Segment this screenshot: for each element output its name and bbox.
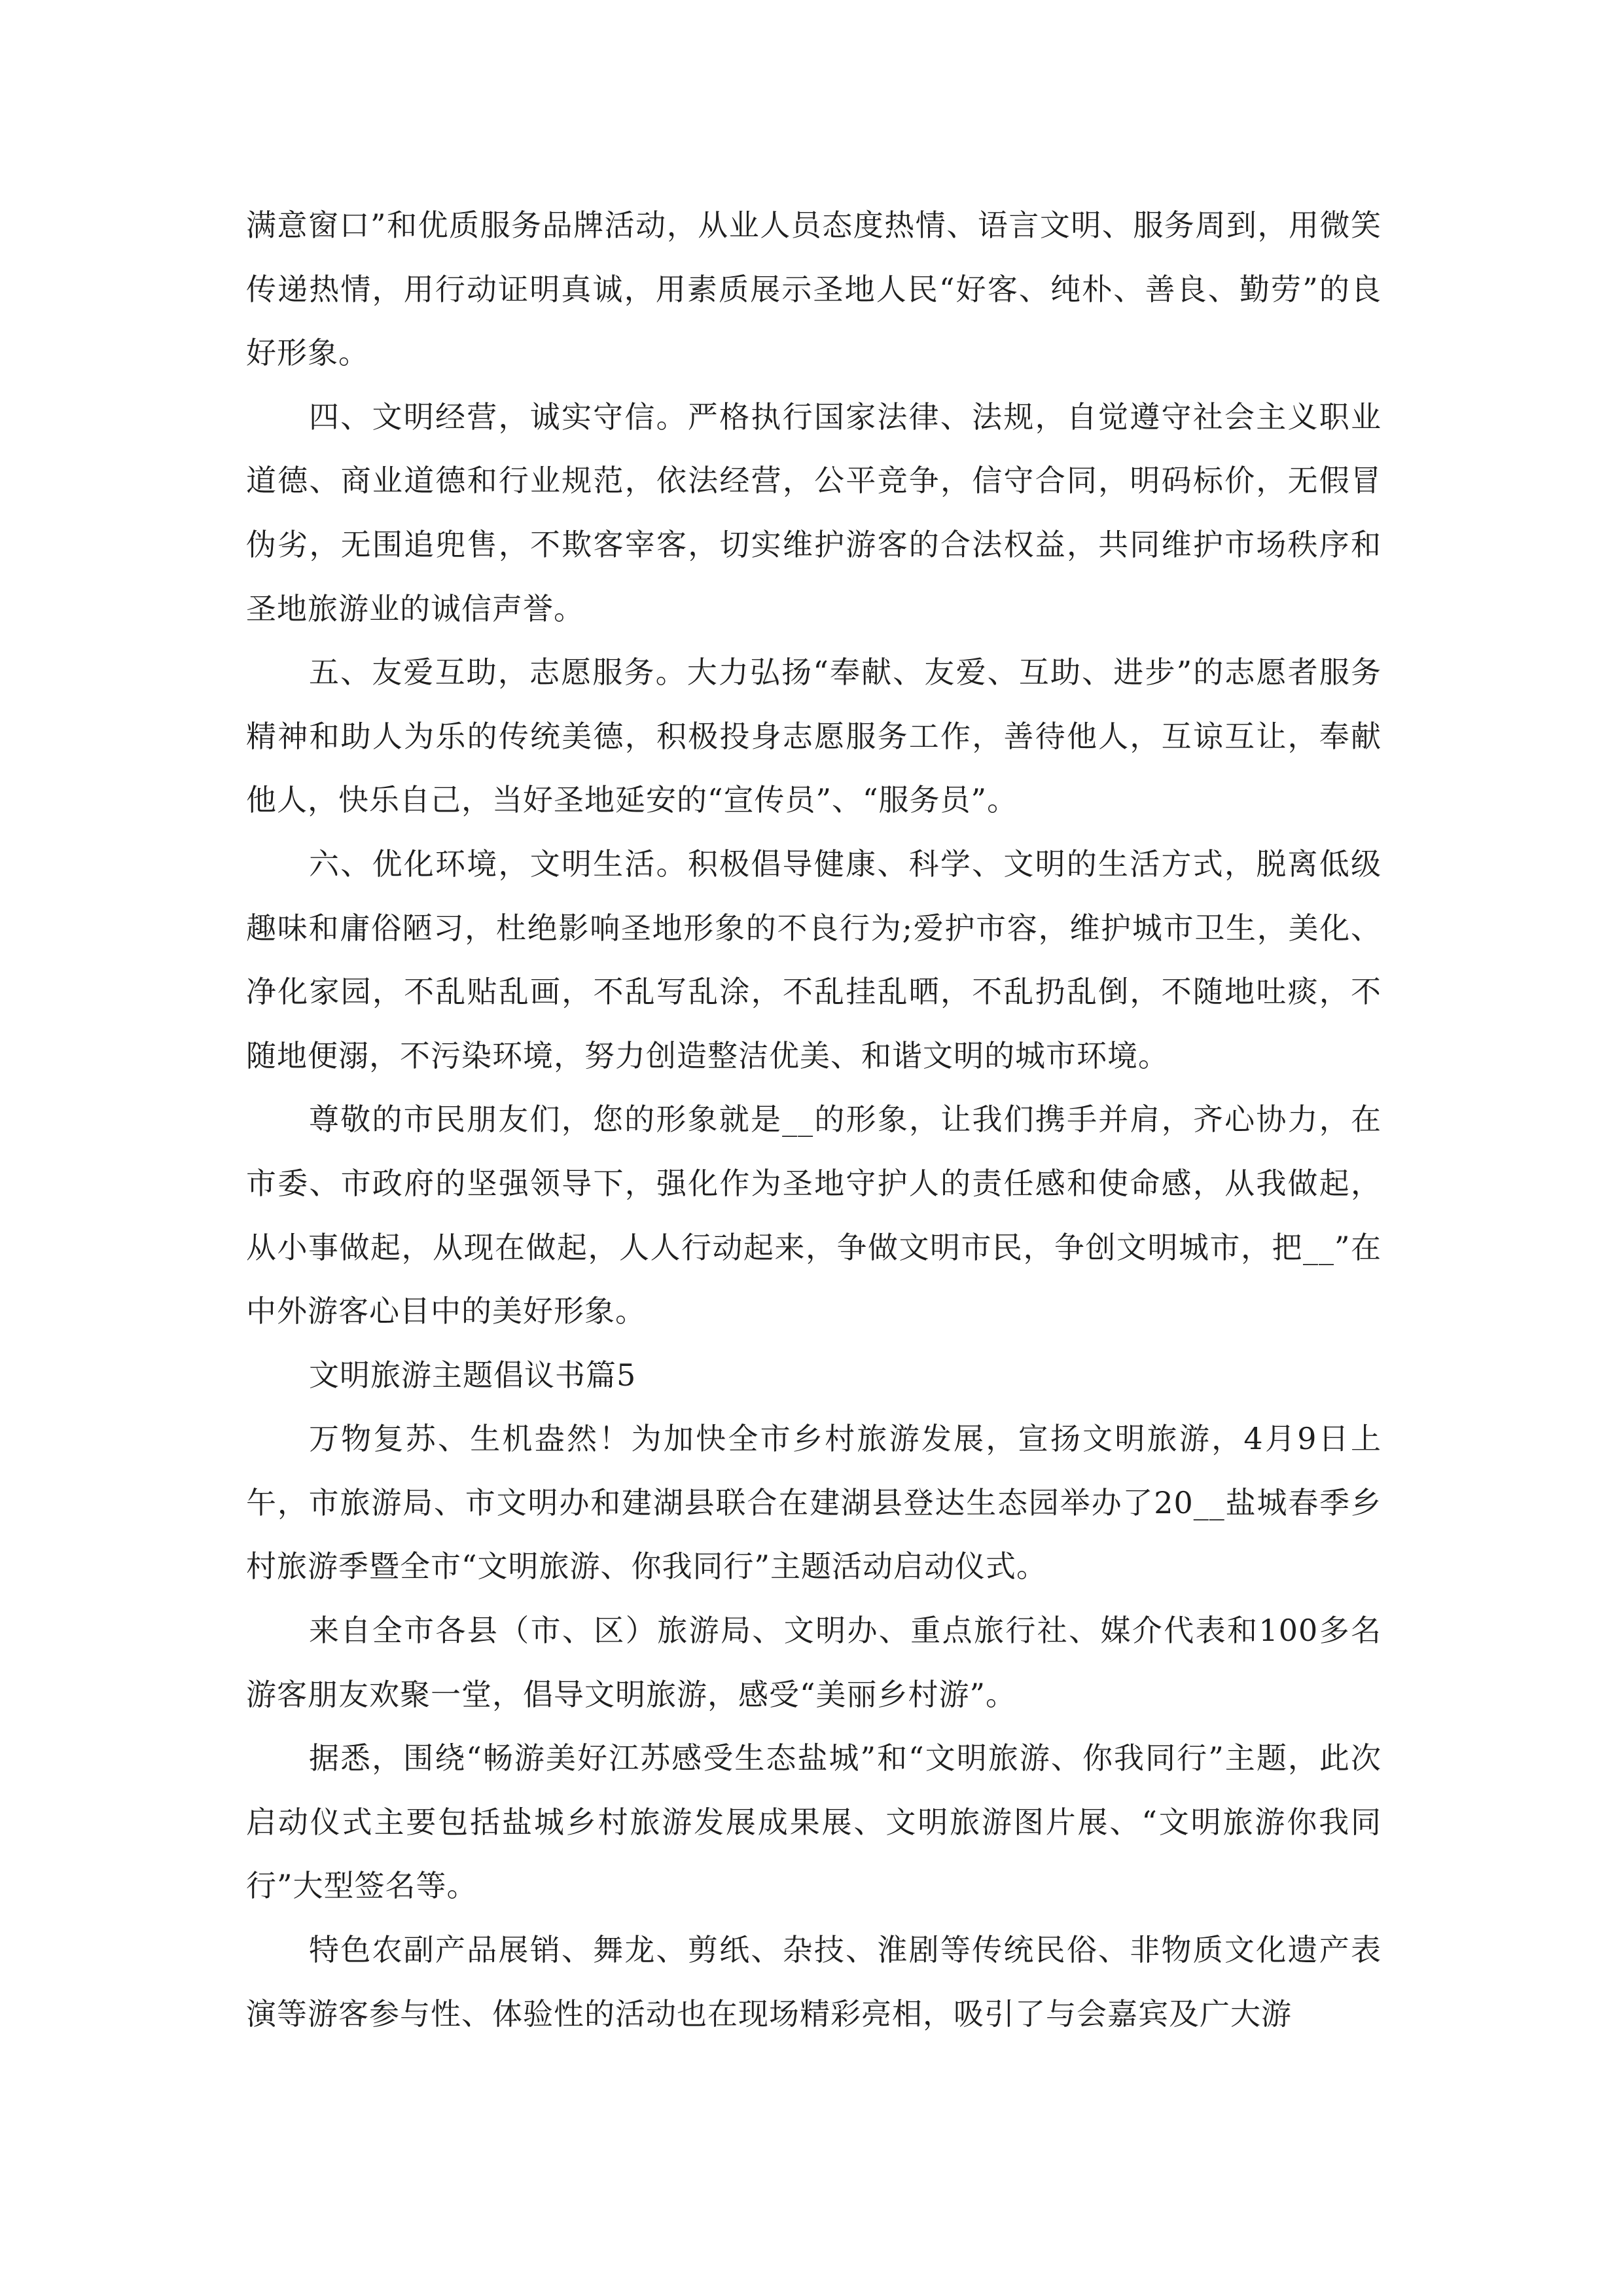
- section-heading: 文明旅游主题倡议书篇5: [309, 1357, 637, 1393]
- paragraph-activities: 特色农副产品展销、舞龙、剪纸、杂技、淮剧等传统民俗、非物质文化遗产表演等游客参与性、体验性的活动也在现场精彩亮相，吸引了与会嘉宾及广大游: [246, 1932, 1382, 2032]
- document-body: [246, 194, 1382, 2046]
- paragraph-item-four: 四、文明经营，诚实守信。严格执行国家法律、法规，自觉遵守社会主义职业道德、商业道德和行业规范，依法经营，公平竞争，信守合同，明码标价，无假冒伪劣，无围追兜售，不欺客宰客，切实维护游客的合法权益，共同维护市场秩序和圣地旅游业的诚信声誉。: [246, 399, 1382, 626]
- paragraph-attendees: 来自全市各县（市、区）旅游局、文明办、重点旅行社、媒介代表和100多名游客朋友欢聚一堂，倡导文明旅游，感受“美丽乡村游”。: [246, 1613, 1382, 1712]
- paragraph-event-intro: 万物复苏、生机盎然！为加快全市乡村旅游发展，宣扬文明旅游，4月9日上午，市旅游局、市文明办和建湖县联合在建湖县登达生态园举办了20__盐城春季乡村旅游季暨全市“文明旅游、你我同行”主题活动启动仪式。: [246, 1421, 1382, 1585]
- paragraph-event-content: 据悉，围绕“畅游美好江苏感受生态盐城”和“文明旅游、你我同行”主题，此次启动仪式主要包括盐城乡村旅游发展成果展、文明旅游图片展、“文明旅游你我同行”大型签名等。: [246, 1740, 1382, 1904]
- paragraph-item-five: 五、友爱互助，志愿服务。大力弘扬“奉献、友爱、互助、进步”的志愿者服务精神和助人为乐的传统美德，积极投身志愿服务工作，善待他人，互谅互让，奉献他人，快乐自己，当好圣地延安的“宣传员”、“服务员”。: [246, 655, 1382, 818]
- paragraph-continuation: 满意窗口”和优质服务品牌活动，从业人员态度热情、语言文明、服务周到，用微笑传递热情，用行动证明真诚，用素质展示圣地人民“好客、纯朴、善良、勤劳”的良好形象。: [246, 207, 1382, 371]
- paragraph-closing-appeal: 尊敬的市民朋友们，您的形象就是__的形象，让我们携手并肩，齐心协力，在市委、市政府的坚强领导下，强化作为圣地守护人的责任感和使命感，从我做起，从小事做起，从现在做起，人人行动起来，争做文明市民，争创文明城市，把__”在中外游客心目中的美好形象。: [246, 1102, 1382, 1329]
- paragraph-item-six: 六、优化环境，文明生活。积极倡导健康、科学、文明的生活方式，脱离低级趣味和庸俗陋习，杜绝影响圣地形象的不良行为;爱护市容，维护城市卫生，美化、净化家园，不乱贴乱画，不乱写乱涂，不乱挂乱晒，不乱扔乱倒，不随地吐痰，不随地便溺，不污染环境，努力创造整洁优美、和谐文明的城市环境。: [246, 846, 1382, 1073]
